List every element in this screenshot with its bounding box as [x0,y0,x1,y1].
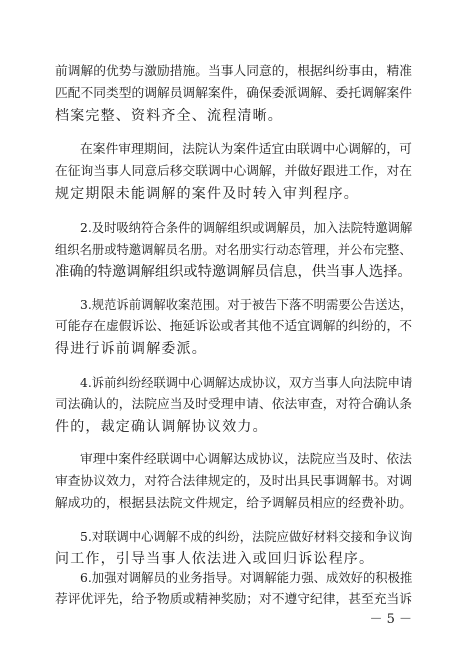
page-number: － 5 － [369,612,412,627]
paragraph-line: 件的，裁定确认调解协议效力。 [55,419,268,435]
paragraph-line: 档案完整、资料齐全、流程清晰。 [55,108,283,124]
paragraph-line: 匹配不同类型的调解员调解案件，确保委派调解、委托调解案件 [55,86,412,101]
paragraph-line: 审查协议效力，对符合法律规定的，及时出具民事调解书。对调 [55,474,412,489]
paragraph-line: 3.规范诉前调解收案范围。对于被告下落不明需要公告送达， [80,298,413,312]
paragraph-line: 4.诉前纠纷经联调中心调解达成协议，双方当事人向法院申请 [80,376,413,390]
paragraph-line: 解成功的，根据县法院文件规定，给予调解员相应的经费补助。 [55,496,412,511]
paragraph-line: 规定期限未能调解的案件及时转入审判程序。 [55,186,359,202]
paragraph-line: 2.及时吸纳符合条件的调解组织或调解员，加入法院特邀调解 [80,221,413,235]
paragraph-line: 5.对联调中心调解不成的纠纷，法院应做好材料交接和争议询 [80,530,413,544]
paragraph-line: 得进行诉前调解委派。 [55,341,207,357]
paragraph-line: 6.加强对调解员的业务指导。对调解能力强、成效好的积极推 [80,571,413,585]
paragraph-line: 可能存在虚假诉讼、拖延诉讼或者其他不适宜调解的纠纷的，不 [55,319,412,334]
paragraph-line: 在案件审理期间，法院认为案件适宜由联调中心调解的，可 [80,142,412,157]
paragraph-line: 司法确认的，法院应当及时受理申请、依法审查，对符合确认条 [55,397,412,412]
paragraph-line: 前调解的优势与激励措施。当事人同意的，根据纠纷事由，精准 [55,64,412,79]
paragraph-line: 问工作，引导当事人依法进入或回归诉讼程序。 [55,551,375,567]
paragraph-line: 准确的特邀调解组织或特邀调解员信息，供当事人选择。 [55,264,412,280]
paragraph-line: 在征询当事人同意后移交联调中心调解，并做好跟进工作，对在 [55,164,412,179]
paragraph-line: 组织名册或特邀调解员名册。对名册实行动态管理，并公布完整、 [55,243,412,257]
paragraph-line: 审理中案件经联调中心调解达成协议，法院应当及时、依法 [80,452,412,467]
paragraph-line: 荐评优评先，给予物质或精神奖励；对不遵守纪律，甚至充当诉 [55,592,412,607]
